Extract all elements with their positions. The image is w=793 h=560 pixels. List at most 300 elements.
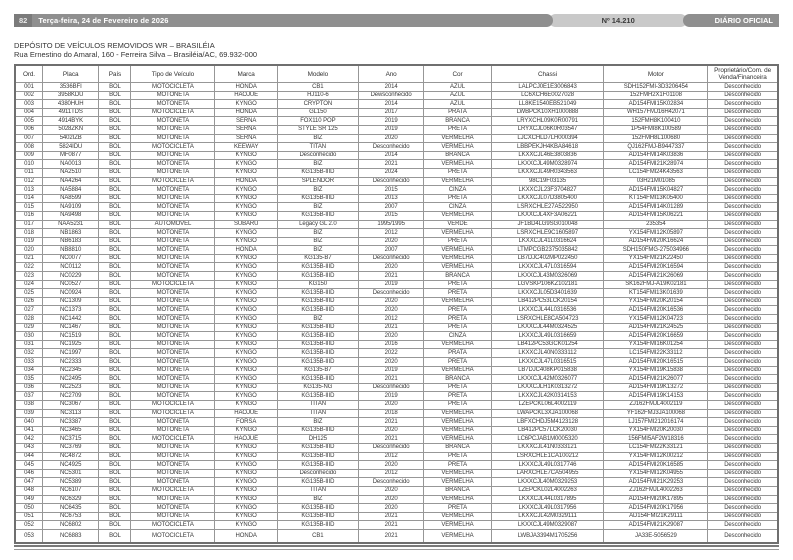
table-cell: Desconhecido — [358, 383, 424, 392]
table-cell: BOL — [99, 443, 131, 452]
table-cell: LKXXCJL44M0324525 — [491, 323, 604, 332]
table-cell: Desconhecido — [708, 521, 778, 530]
table-cell: NC3715 — [42, 435, 98, 444]
table-cell: Desconhecido — [708, 297, 778, 306]
table-cell: 2021 — [358, 160, 424, 169]
table-cell: BOL — [99, 134, 131, 143]
table-cell: AD154FMI20K16624 — [604, 237, 708, 246]
table-cell: BIZ — [277, 134, 358, 143]
table-cell: Desconhecido — [708, 315, 778, 324]
table-row — [15, 375, 778, 384]
table-cell: HJ110-6 — [277, 91, 358, 100]
table-row — [15, 229, 778, 238]
table-cell: KYNGO — [215, 486, 278, 495]
table-cell: 2018 — [358, 409, 424, 418]
table-cell: AD154FMI19K14153 — [604, 392, 708, 401]
table-cell: Desconhecido — [708, 512, 778, 521]
table-cell: TITAN — [277, 409, 358, 418]
table-cell: BIZ — [277, 203, 358, 212]
table-cell: BOL — [99, 383, 131, 392]
table-cell: KT154FMI13K05400 — [604, 194, 708, 203]
table-cell: MOTONETA — [131, 349, 215, 358]
table-cell: NC1442 — [42, 315, 98, 324]
table-cell: BOL — [99, 375, 131, 384]
table-cell: PRATA — [424, 108, 491, 117]
table-cell: 2016 — [358, 340, 424, 349]
table-row — [15, 443, 778, 452]
table-cell: AD154FMI21K24525 — [604, 323, 708, 332]
table-cell: MOTOCICLETA — [131, 143, 215, 152]
table-cell: YX154FMI12K00212 — [604, 452, 708, 461]
table-cell: LKXXCJL42M0326077 — [491, 375, 604, 384]
table-cell: NC1519 — [42, 332, 98, 341]
table-cell: LJ157FMI212016174 — [604, 418, 708, 427]
table-cell: BOL — [99, 83, 131, 92]
table-cell: NC5389 — [42, 478, 98, 487]
table-cell: MOTOCICLETA — [131, 435, 215, 444]
table-cell: KG135-B7 — [277, 254, 358, 263]
table-cell: MOTONETA — [131, 323, 215, 332]
table-cell: YX154FMI12K04723 — [604, 315, 708, 324]
table-cell: 037 — [15, 392, 42, 401]
table-cell: AD154FMI15K06221 — [604, 211, 708, 220]
table-cell: Desconhecido — [708, 358, 778, 367]
table-cell: VERMELHA — [424, 297, 491, 306]
table-cell: NC6753 — [42, 512, 98, 521]
table-cell: BOL — [99, 168, 131, 177]
table-cell: KYNGO — [215, 168, 278, 177]
table-cell: MOTONETA — [131, 478, 215, 487]
table-cell: LC6XCH6E0027028 — [491, 91, 604, 100]
table-cell: NC1997 — [42, 349, 98, 358]
table-row — [15, 332, 778, 341]
table-cell: MOTONETA — [131, 315, 215, 324]
table-cell: BOL — [99, 117, 131, 126]
table-cell: BOL — [99, 409, 131, 418]
table-cell: AD154FMI19K13272 — [604, 383, 708, 392]
table-cell: KYNGO — [215, 443, 278, 452]
table-cell: 152FMH2X1F01108 — [604, 91, 708, 100]
table-cell: KG135B-IIID — [277, 443, 358, 452]
table-cell: 1995/1995 — [358, 220, 424, 229]
table-cell: LKXXCJL49L0316659 — [491, 332, 604, 341]
table-cell: BOL — [99, 512, 131, 521]
table-cell: Desconhecido — [708, 246, 778, 255]
table-cell: Desconhecido — [708, 125, 778, 134]
table-row — [15, 177, 778, 186]
table-cell: NA9498 — [42, 211, 98, 220]
table-cell: 2020 — [358, 400, 424, 409]
table-cell: NC0527 — [42, 280, 98, 289]
table-row — [15, 529, 778, 543]
table-cell: NA9109 — [42, 203, 98, 212]
table-cell: AD154FMI20K16536 — [604, 306, 708, 315]
table-cell: 2020 — [358, 358, 424, 367]
table-cell: KG135B-IIID — [277, 272, 358, 281]
table-cell: 003 — [15, 100, 42, 109]
table-cell: CINZA — [424, 332, 491, 341]
table-cell: 2013 — [358, 194, 424, 203]
table-cell: Desconhecido — [708, 409, 778, 418]
table-row — [15, 392, 778, 401]
table-cell: 032 — [15, 349, 42, 358]
table-cell: KT154FMI13K01639 — [604, 289, 708, 298]
table-cell: MOTONETA — [131, 168, 215, 177]
table-row — [15, 323, 778, 332]
table-cell: KG135B-IIID — [277, 358, 358, 367]
table-cell: Desconhecido — [708, 495, 778, 504]
table-cell: Desconhecido — [708, 443, 778, 452]
table-cell: Desconhecido — [708, 100, 778, 109]
table-cell: BOL — [99, 521, 131, 530]
table-cell: 026 — [15, 297, 42, 306]
table-cell: PRETA — [424, 280, 491, 289]
table-cell: KG135B-IIID — [277, 504, 358, 513]
table-cell: KYNGO — [215, 332, 278, 341]
table-cell: 020 — [15, 246, 42, 255]
table-cell: FOX110 POP — [277, 117, 358, 126]
table-cell: SERNA — [215, 125, 278, 134]
table-cell: KYNGO — [215, 478, 278, 487]
table-cell: KYNGO — [215, 375, 278, 384]
table-cell: MOTONETA — [131, 160, 215, 169]
table-cell: KG135-NG — [277, 383, 358, 392]
table-cell: BOL — [99, 151, 131, 160]
table-cell: BOL — [99, 186, 131, 195]
table-cell: KYNGO — [215, 340, 278, 349]
table-cell: VERMELHA — [424, 409, 491, 418]
table-cell: MOTONETA — [131, 263, 215, 272]
table-cell: AD154FMI20K16659 — [604, 332, 708, 341]
table-cell: LTMPCGB2375035842 — [491, 246, 604, 255]
table-cell: MOTONETA — [131, 297, 215, 306]
table-cell: Desconhecido — [708, 452, 778, 461]
table-cell: 2020 — [358, 263, 424, 272]
table-cell: Desconhecido — [708, 220, 778, 229]
table-cell: BOL — [99, 272, 131, 281]
table-cell: LKXXCJL47L0316515 — [491, 358, 604, 367]
masthead-title: DIÁRIO OFICIAL — [683, 14, 779, 27]
table-cell: AD154FMI14K03836 — [604, 151, 708, 160]
column-header-placa: Placa — [42, 65, 98, 83]
table-cell: BIZ — [277, 160, 358, 169]
table-cell: KG135B-IIID — [277, 392, 358, 401]
table-cell: VERMELHA — [424, 469, 491, 478]
table-row — [15, 383, 778, 392]
table-cell: KG135B-IIID — [277, 194, 358, 203]
table-cell: BOL — [99, 306, 131, 315]
column-header-marca: Marca — [215, 65, 278, 83]
table-cell: PRETA — [424, 289, 491, 298]
table-cell: KYNGO — [215, 469, 278, 478]
table-cell: NC0229 — [42, 272, 98, 281]
table-cell: LARXCHLE7CA504955 — [491, 469, 604, 478]
table-cell: MOTOCICLETA — [131, 521, 215, 530]
table-cell: AD154FMI20K16515 — [604, 358, 708, 367]
table-cell: VERMELHA — [424, 521, 491, 530]
table-cell: AUTOMÓVEL — [131, 220, 215, 229]
table-cell: MOTONETA — [131, 452, 215, 461]
table-cell: 028 — [15, 315, 42, 324]
table-cell: NC2495 — [42, 375, 98, 384]
table-cell: LB7DJC408KP015838 — [491, 366, 604, 375]
table-cell: ZJ162FMJL4002263 — [604, 486, 708, 495]
table-cell: MOTONETA — [131, 461, 215, 470]
table-cell: CRYPTON — [277, 100, 358, 109]
table-cell: LC6PCJAB1M0005320 — [491, 435, 604, 444]
table-row — [15, 289, 778, 298]
table-cell: Desconhecido — [708, 177, 778, 186]
table-cell: MOTOCICLETA — [131, 409, 215, 418]
table-cell: 024 — [15, 280, 42, 289]
table-cell: BRANCA — [424, 375, 491, 384]
table-cell: MOTONETA — [131, 211, 215, 220]
table-cell: 010 — [15, 160, 42, 169]
table-cell: 5402IZB — [42, 134, 98, 143]
table-cell: 031 — [15, 340, 42, 349]
table-cell: MOTONETA — [131, 194, 215, 203]
table-cell: KG135B-IIID — [277, 263, 358, 272]
table-cell: 2019 — [358, 125, 424, 134]
table-row — [15, 495, 778, 504]
table-cell: 2015 — [358, 211, 424, 220]
table-cell: MOTONETA — [131, 443, 215, 452]
table-cell: 2007 — [358, 203, 424, 212]
table-cell: LKXXCJL23F3704827 — [491, 186, 604, 195]
table-cell: LKXXCJL49M0329087 — [491, 521, 604, 530]
table-row — [15, 504, 778, 513]
table-cell: AD154FMI15K04827 — [604, 186, 708, 195]
table-cell: AZUL — [424, 83, 491, 92]
table-cell: LKXXCJL40M0329253 — [491, 478, 604, 487]
table-cell: Desconhecido — [708, 186, 778, 195]
table-cell: BOL — [99, 194, 131, 203]
table-cell: MOTONETA — [131, 366, 215, 375]
gazette-page — [14, 14, 779, 550]
table-cell: KYNGO — [215, 323, 278, 332]
table-cell: Desconhecido — [708, 83, 778, 92]
table-cell: KG150 — [277, 280, 358, 289]
table-header-row — [15, 65, 778, 83]
table-cell: VERMELHA — [424, 418, 491, 427]
table-cell: 5824IDU — [42, 143, 98, 152]
table-cell: LKXXCJL05D3401639 — [491, 289, 604, 298]
table-cell: BRANCA — [424, 151, 491, 160]
table-row — [15, 186, 778, 195]
table-cell: KYNGO — [215, 203, 278, 212]
table-cell: KYNGO — [215, 237, 278, 246]
table-row — [15, 143, 778, 152]
table-cell: MOTONETA — [131, 383, 215, 392]
table-cell: 2021 — [358, 529, 424, 543]
table-cell: VERMELHA — [424, 177, 491, 186]
table-cell: 009 — [15, 151, 42, 160]
table-cell: 2024 — [358, 168, 424, 177]
table-cell: AZUL — [424, 91, 491, 100]
table-row — [15, 151, 778, 160]
table-cell: 2020 — [358, 426, 424, 435]
table-cell: LB412PC53LCK20154 — [491, 297, 604, 306]
table-cell: Desconhecido — [708, 383, 778, 392]
table-cell: KYNGO — [215, 254, 278, 263]
table-cell: AD154FMI21K29087 — [604, 521, 708, 530]
table-cell: YX154FMI12K04955 — [604, 469, 708, 478]
table-cell: BOL — [99, 332, 131, 341]
table-cell: BOL — [99, 418, 131, 427]
table-cell: 050 — [15, 504, 42, 513]
table-cell: KYNGO — [215, 289, 278, 298]
table-cell: KYNGO — [215, 211, 278, 220]
table-cell: 03H21M01085 — [604, 177, 708, 186]
table-cell: BIZ — [277, 237, 358, 246]
table-cell: 046 — [15, 469, 42, 478]
table-cell: MOTONETA — [131, 340, 215, 349]
table-cell: Desconhecido — [708, 306, 778, 315]
table-cell: MOTONETA — [131, 125, 215, 134]
table-cell: KYNGO — [215, 160, 278, 169]
table-cell: KG135B-IIID — [277, 521, 358, 530]
column-header-modelo: Modelo — [277, 65, 358, 83]
table-cell: PRETA — [424, 461, 491, 470]
table-cell: BRANCA — [424, 443, 491, 452]
table-cell: 5028ZKN — [42, 125, 98, 134]
table-cell: LRYXCHL09K0R00791 — [491, 117, 604, 126]
table-cell: PRETA — [424, 323, 491, 332]
table-cell: PRETA — [424, 383, 491, 392]
table-cell: 2017 — [358, 108, 424, 117]
table-cell: Desconhecido — [708, 366, 778, 375]
table-cell: BOL — [99, 177, 131, 186]
table-cell: KYNGO — [215, 280, 278, 289]
table-cell: PRETA — [424, 306, 491, 315]
table-cell: LL8KE1540EB521049 — [491, 100, 604, 109]
table-row — [15, 469, 778, 478]
table-cell: VERMELHA — [424, 435, 491, 444]
table-cell: KG135B-IIID — [277, 168, 358, 177]
table-cell: VERMELHA — [424, 246, 491, 255]
table-cell: NC3465 — [42, 426, 98, 435]
gazette-header-bar — [14, 14, 779, 27]
table-cell: Desconhecido — [708, 486, 778, 495]
table-cell: NC6107 — [42, 486, 98, 495]
table-cell: 052 — [15, 521, 42, 530]
table-cell: SK162FMJ-A19K02181 — [604, 280, 708, 289]
table-cell: 016 — [15, 211, 42, 220]
table-cell: BOL — [99, 143, 131, 152]
table-cell: NA5884 — [42, 186, 98, 195]
table-cell: 2012 — [358, 452, 424, 461]
table-cell: 2020 — [358, 486, 424, 495]
table-cell: AD154FMI21K26069 — [604, 272, 708, 281]
table-cell: BOL — [99, 100, 131, 109]
table-cell: LKXXCJL42M0329111 — [491, 512, 604, 521]
table-cell: 036 — [15, 383, 42, 392]
column-header-ord: Ord. — [15, 65, 42, 83]
table-cell: VERDE — [424, 220, 491, 229]
table-row — [15, 194, 778, 203]
table-cell: MOTOCICLETA — [131, 83, 215, 92]
table-cell: KYNGO — [215, 194, 278, 203]
table-cell: KYNGO — [215, 186, 278, 195]
table-cell: FORSA — [215, 418, 278, 427]
table-cell: 053 — [15, 529, 42, 543]
table-cell: 047 — [15, 478, 42, 487]
table-cell: 2021 — [358, 435, 424, 444]
table-cell: 027 — [15, 306, 42, 315]
table-cell: 152FMH8L100680 — [604, 134, 708, 143]
table-cell: Desconhecido — [277, 469, 358, 478]
table-cell: Desconhecido — [708, 108, 778, 117]
table-cell: HONDA — [215, 83, 278, 92]
table-row — [15, 220, 778, 229]
table-cell: NC4872 — [42, 452, 98, 461]
table-cell: BIZ — [277, 246, 358, 255]
table-cell: AD154FMI20K16594 — [604, 263, 708, 272]
table-cell: 007 — [15, 134, 42, 143]
table-cell: Desconhecido — [277, 151, 358, 160]
table-cell: AD154FMI21K28974 — [604, 160, 708, 169]
table-cell: PRETA — [424, 358, 491, 367]
table-cell: BIZ — [277, 495, 358, 504]
table-cell: AD154FMI21K26077 — [604, 375, 708, 384]
table-cell: 2020 — [358, 237, 424, 246]
table-cell: BRANCA — [424, 117, 491, 126]
table-cell: KG135B-IIID — [277, 306, 358, 315]
table-row — [15, 349, 778, 358]
table-cell: NC2345 — [42, 366, 98, 375]
table-cell: LKXXCJL44L0316536 — [491, 306, 604, 315]
table-cell: MOTONETA — [131, 289, 215, 298]
table-cell: BOL — [99, 426, 131, 435]
table-cell: LKXXCJL40N0333112 — [491, 349, 604, 358]
table-cell: 017 — [15, 220, 42, 229]
table-row — [15, 108, 778, 117]
table-cell: 156FMI5AF2W18316 — [604, 435, 708, 444]
table-cell: BIZ — [277, 315, 358, 324]
table-cell: MOTONETA — [131, 512, 215, 521]
table-cell: BOL — [99, 478, 131, 487]
table-cell: PRETA — [424, 168, 491, 177]
table-row — [15, 272, 778, 281]
table-cell: Desconhecido — [708, 160, 778, 169]
table-cell: MOTONETA — [131, 186, 215, 195]
table-cell: 2021 — [358, 418, 424, 427]
table-cell: NC6883 — [42, 529, 98, 543]
table-cell: HONDA — [215, 177, 278, 186]
table-cell: KG135B-IIID — [277, 461, 358, 470]
table-cell: KG135B-IIID — [277, 375, 358, 384]
table-cell: Desconhecido — [358, 177, 424, 186]
table-cell: MOTONETA — [131, 375, 215, 384]
table-cell: VERMELHA — [424, 495, 491, 504]
table-cell: KYNGO — [215, 358, 278, 367]
table-cell: NA2510 — [42, 168, 98, 177]
table-cell: Dewsconhecido — [358, 91, 424, 100]
table-cell: PRETA — [424, 452, 491, 461]
table-cell: 038 — [15, 400, 42, 409]
depot-title: DEPÓSITO DE VEÍCULOS REMOVIDOS WR – BRASILÉIA — [14, 41, 215, 50]
table-cell: KYNGO — [215, 504, 278, 513]
table-cell: 2012 — [358, 229, 424, 238]
table-cell: NC6802 — [42, 521, 98, 530]
table-cell: 2014 — [358, 151, 424, 160]
table-cell: BRANCA — [424, 272, 491, 281]
table-cell: LC154FMI24K43563 — [604, 168, 708, 177]
page-number: 82 — [14, 14, 32, 27]
table-cell: KYNGO — [215, 272, 278, 281]
table-cell: Desconhecido — [708, 340, 778, 349]
table-cell: BOL — [99, 125, 131, 134]
